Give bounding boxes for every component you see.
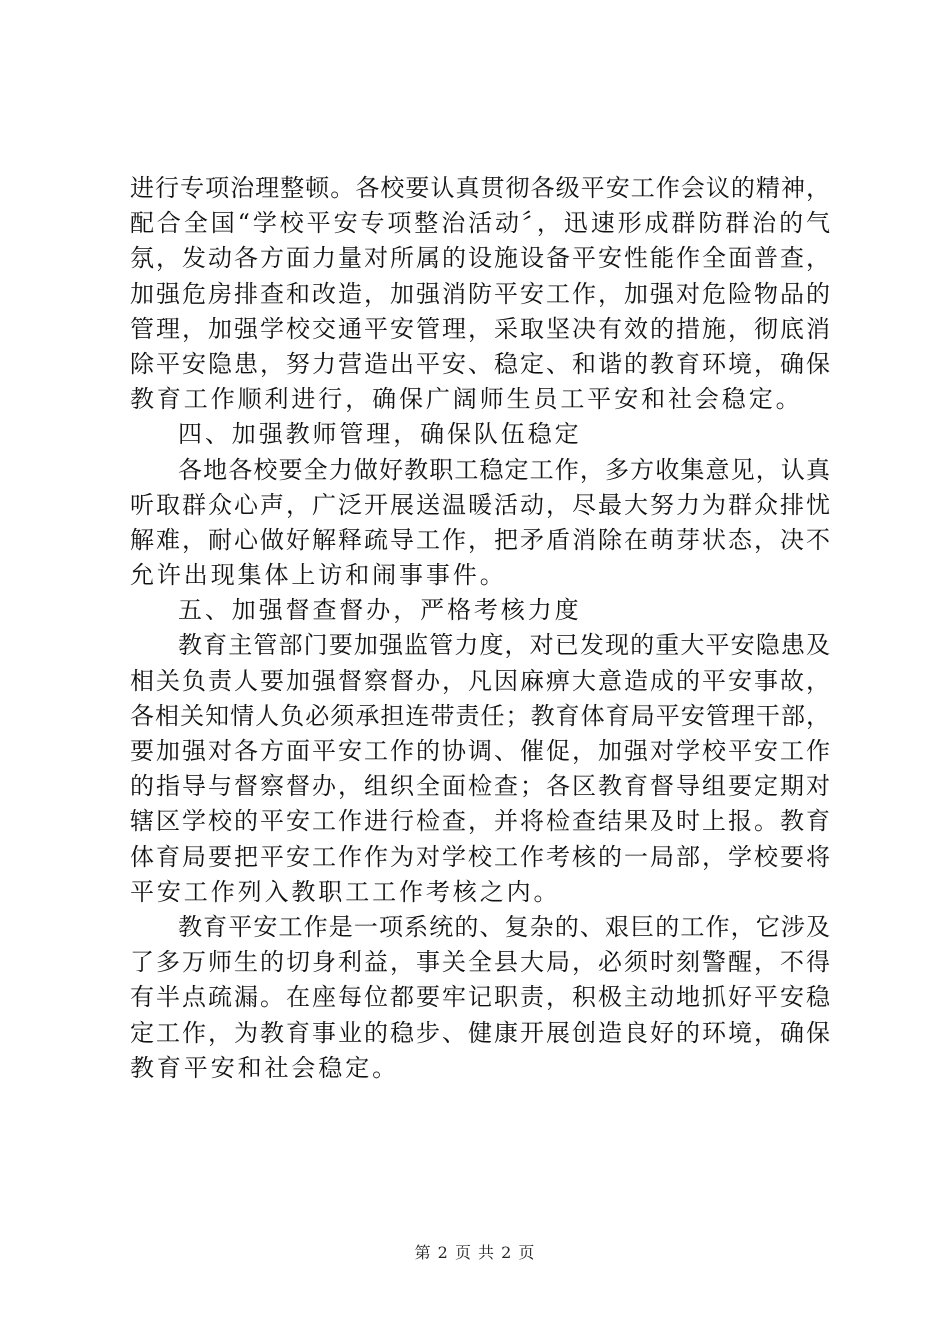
text-line: 的指导与督察督办，组织全面检查；各区教育督导组要定期对: [130, 772, 830, 801]
text-line: 除平安隐患，努力营造出平安、稳定、和谐的教育环境，确保: [130, 349, 830, 378]
text-line: 教育平安和社会稳定。: [130, 1053, 399, 1082]
text-line: 定工作，为教育事业的稳步、健康开展创造良好的环境，确保: [130, 1018, 830, 1047]
text-line: 听取群众心声，广泛开展送温暖活动，尽最大努力为群众排忧: [130, 490, 830, 519]
text-line: 四、加强教师管理，确保队伍稳定: [178, 420, 582, 449]
text-line: 平安工作列入教职工工作考核之内。: [130, 877, 561, 906]
text-line: 解难，耐心做好解释疏导工作，把矛盾消除在萌芽状态，决不: [130, 525, 830, 554]
document-body: [130, 171, 830, 1086]
text-line: 氛，发动各方面力量对所属的设施设备平安性能作全面普查，: [130, 244, 830, 273]
text-line: 加强危房排查和改造，加强消防平安工作，加强对危险物品的: [130, 279, 830, 308]
text-line: 教育平安工作是一项系统的、复杂的、艰巨的工作，它涉及: [178, 912, 830, 941]
text-line: 了多万师生的切身利益，事关全县大局，必须时刻警醒，不得: [130, 948, 830, 977]
text-line: 进行专项治理整顿。各校要认真贯彻各级平安工作会议的精神，: [130, 174, 830, 202]
text-line: 管理，加强学校交通平安管理，采取坚决有效的措施，彻底消: [130, 314, 830, 343]
text-line: 配合全国“学校平安专项整治活动〞，迅速形成群防群治的气: [130, 209, 830, 238]
text-line: 教育主管部门要加强监管力度，对已发现的重大平安隐患及: [178, 631, 830, 660]
text-line: 各相关知情人负必须承担连带责任；教育体育局平安管理干部，: [130, 701, 830, 730]
page-footer: 第 2 页 共 2 页: [414, 1243, 536, 1262]
text-line: 有半点疏漏。在座每位都要牢记职责，积极主动地抓好平安稳: [130, 983, 830, 1012]
text-line: 各地各校要全力做好教职工稳定工作，多方收集意见，认真: [178, 455, 830, 484]
text-line: 相关负责人要加强督察督办，凡因麻痹大意造成的平安事故，: [130, 666, 830, 695]
text-line: 教育工作顺利进行，确保广阔师生员工平安和社会稳定。: [130, 385, 803, 414]
text-line: 要加强对各方面平安工作的协调、催促，加强对学校平安工作: [130, 737, 830, 765]
text-line: 辖区学校的平安工作进行检查，并将检查结果及时上报。教育: [130, 807, 830, 836]
text-line: 五、加强督查督办，严格考核力度: [178, 596, 582, 625]
text-line: 体育局要把平安工作作为对学校工作考核的一局部，学校要将: [130, 842, 830, 871]
text-line: 允许出现集体上访和闹事事件。: [130, 561, 507, 590]
